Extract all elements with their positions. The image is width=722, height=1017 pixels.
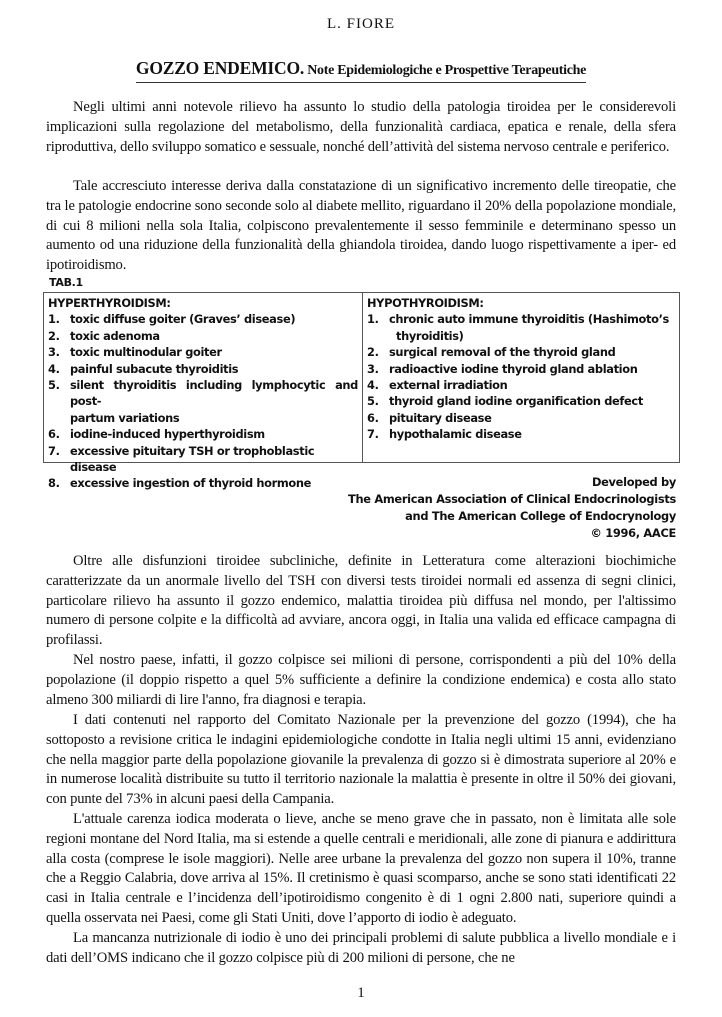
item-number: 4. bbox=[367, 378, 379, 393]
item-text: iodine-induced hyperthyroidism bbox=[70, 427, 265, 442]
list-item bbox=[367, 426, 675, 442]
paragraph-text: L'attuale carenza iodica moderata o lieve, anche se meno grave che in passato, non è limitata alle sole regioni montane del Nord Italia, ma si estende a quelle centrali e meridionali, alle zone di pianura e addirittura alla costa (comprese le isole maggiori). Nelle aree urbane la prevalenza del gozzo non supera il 10%, tranne che a Reggio Calabria, dove arriva al 15%. Il cretinismo è quasi scomparso, anche se sono stati identificati 22 casi in Italia centrale e l’incidenza dell’ipotiroidismo congenito è di 1 ogni 2.800 nati, superiore quindi a quella osservata nei Paesi, come gli Stati Uniti, dove l’apporto di iodio è adeguato. bbox=[46, 811, 676, 926]
item-text: hypothalamic disease bbox=[389, 427, 522, 442]
item-number: 6. bbox=[48, 427, 60, 442]
author-name: L. FIORE bbox=[327, 16, 395, 32]
body-paragraph-5 bbox=[46, 929, 676, 969]
list-item bbox=[48, 443, 358, 476]
item-number: 8. bbox=[48, 476, 60, 491]
item-number: 3. bbox=[367, 361, 379, 376]
item-text: chronic auto immune thyroiditis (Hashimoto’s bbox=[389, 312, 669, 327]
item-number: 1. bbox=[367, 312, 379, 327]
list-item bbox=[367, 377, 675, 393]
item-continuation: thyroiditis) bbox=[396, 328, 464, 343]
list-item bbox=[48, 361, 358, 377]
list-item bbox=[367, 344, 675, 360]
column-heading: HYPERTHYROIDISM: bbox=[48, 296, 171, 310]
list-item bbox=[367, 311, 675, 327]
item-text: excessive pituitary TSH or trophoblastic disease bbox=[70, 443, 315, 475]
intro-paragraph-1 bbox=[46, 98, 676, 157]
credit-line: Developed by bbox=[591, 475, 676, 489]
body-paragraph-1 bbox=[46, 552, 676, 651]
list-item bbox=[367, 393, 675, 409]
item-text: toxic multinodular goiter bbox=[70, 345, 222, 360]
item-number: 1. bbox=[48, 312, 60, 327]
item-number: 2. bbox=[48, 328, 60, 343]
column-heading: HYPOTHYROIDISM: bbox=[367, 296, 484, 310]
intro-paragraph-2 bbox=[46, 177, 676, 276]
paragraph-text: Negli ultimi anni notevole rilievo ha assunto lo studio della patologia tiroidea per le considerevoli implicazioni sulla regolazione del metabolismo, della funzionalità cardiaca, epatica e renale, della sfera riproduttiva, dello sviluppo somatico e sessuale, nonché dell’attività del sistema nervoso centrale e periferico. bbox=[46, 99, 676, 155]
item-text: painful subacute thyroiditis bbox=[70, 361, 239, 376]
body-paragraph-3 bbox=[46, 711, 676, 810]
list-item bbox=[48, 311, 358, 327]
page-number: 1 bbox=[357, 985, 365, 1001]
item-number: 7. bbox=[367, 427, 379, 442]
item-text: silent thyroiditis including lymphocytic and post- bbox=[70, 378, 358, 409]
item-number: 5. bbox=[367, 394, 379, 409]
list-item bbox=[48, 344, 358, 360]
paragraph-text: Nel nostro paese, infatti, il gozzo colpisce sei milioni di persone, corrispondenti a più del 10% della popolazione (il doppio rispetto a quel 5% sufficiente a definire la condizione endemica) e costa allo stato almeno 300 miliardi di lire l'anno, fra diagnosi e terapia. bbox=[46, 652, 676, 708]
item-text: radioactive iodine thyroid gland ablation bbox=[389, 361, 638, 376]
paragraph-text: Oltre alle disfunzioni tiroidee subcliniche, definite in Letteratura come alterazioni biochimiche caratterizzate da un anormale livello del TSH con diversi tests tiroidei normali ed assenza di segni clinici, particolare rilievo ha assunto il gozzo endemico, malattia tiroidea più diffusa nel mondo, per l'altissimo numero di persone colpite e la difficoltà ad avviare, ancora oggi, in Italia una valida ed efficace campagna di profilassi. bbox=[46, 553, 676, 649]
title-main: GOZZO ENDEMICO. bbox=[135, 58, 305, 78]
item-text: toxic diffuse goiter (Graves’ disease) bbox=[70, 312, 296, 327]
credit-line: and The American College of Endocrynology bbox=[405, 509, 676, 523]
item-text: thyroid gland iodine organification defect bbox=[389, 394, 643, 409]
item-number: 4. bbox=[48, 361, 60, 376]
item-number: 3. bbox=[48, 345, 60, 360]
hypothyroidism-column bbox=[363, 293, 679, 462]
article-title-underlined bbox=[136, 58, 586, 83]
item-number: 5. bbox=[48, 378, 60, 393]
title-subtitle: Note Epidemiologiche e Prospettive Terapeutiche bbox=[304, 63, 587, 78]
item-text: excessive ingestion of thyroid hormone bbox=[70, 476, 312, 491]
list-item bbox=[367, 410, 675, 426]
article-title bbox=[0, 58, 722, 83]
list-item bbox=[48, 475, 358, 491]
paragraph-text: I dati contenuti nel rapporto del Comitato Nazionale per la prevenzione del gozzo (1994), che ha sottoposto a revisione critica le indagini epidemiologiche condotte in Italia negli ultimi 15 anni, evidenziano che nella maggior parte della popolazione giovanile la prevalenza di gozzo si è dimostrata superiore al 20% e in numerose località distribuite su tutto il territorio nazionale la malattia è presente in oltre il 50% dei giovani, con punte del 73% in alcuni paesi della Campania. bbox=[46, 712, 676, 808]
list-item bbox=[367, 361, 675, 377]
item-continuation: partum variations bbox=[70, 410, 180, 425]
body-paragraph-2 bbox=[46, 651, 676, 710]
list-item bbox=[48, 426, 358, 442]
item-number: 7. bbox=[48, 443, 60, 458]
body-paragraph-4 bbox=[46, 810, 676, 929]
list-item bbox=[48, 377, 358, 410]
item-text: toxic adenoma bbox=[70, 328, 160, 343]
item-number: 6. bbox=[367, 410, 379, 425]
table-label: TAB.1 bbox=[49, 276, 83, 289]
item-number: 2. bbox=[367, 345, 379, 360]
hyperthyroidism-column bbox=[44, 293, 363, 491]
credit-line: The American Association of Clinical Endocrinologists bbox=[347, 492, 676, 506]
paragraph-text: Tale accresciuto interesse deriva dalla constatazione di un significativo incremento delle tireopatie, che tra le patologie endocrine sono seconde solo al diabete mellito, riguardano il 20% della popolazione mondiale, di cui 8 milioni nella sola Italia, colpiscono prevalentemente il sesso femminile e determinano spesso un aumento od una riduzione della funzionalità della ghiandola tiroidea, dando luogo rispettivamente a iper- ed ipotiroidismo. bbox=[46, 178, 676, 274]
item-text: pituitary disease bbox=[389, 410, 492, 425]
credit-line: © 1996, AACE bbox=[590, 526, 676, 540]
table-credit bbox=[348, 474, 676, 542]
list-item bbox=[48, 328, 358, 344]
item-text: external irradiation bbox=[389, 378, 508, 393]
item-text: surgical removal of the thyroid gland bbox=[389, 345, 616, 360]
paragraph-text: La mancanza nutrizionale di iodio è uno dei principali problemi di salute pubblica a livello mondiale e i dati dell’OMS indicano che il gozzo colpisce più di 200 milioni di persone, che ne bbox=[46, 930, 676, 966]
